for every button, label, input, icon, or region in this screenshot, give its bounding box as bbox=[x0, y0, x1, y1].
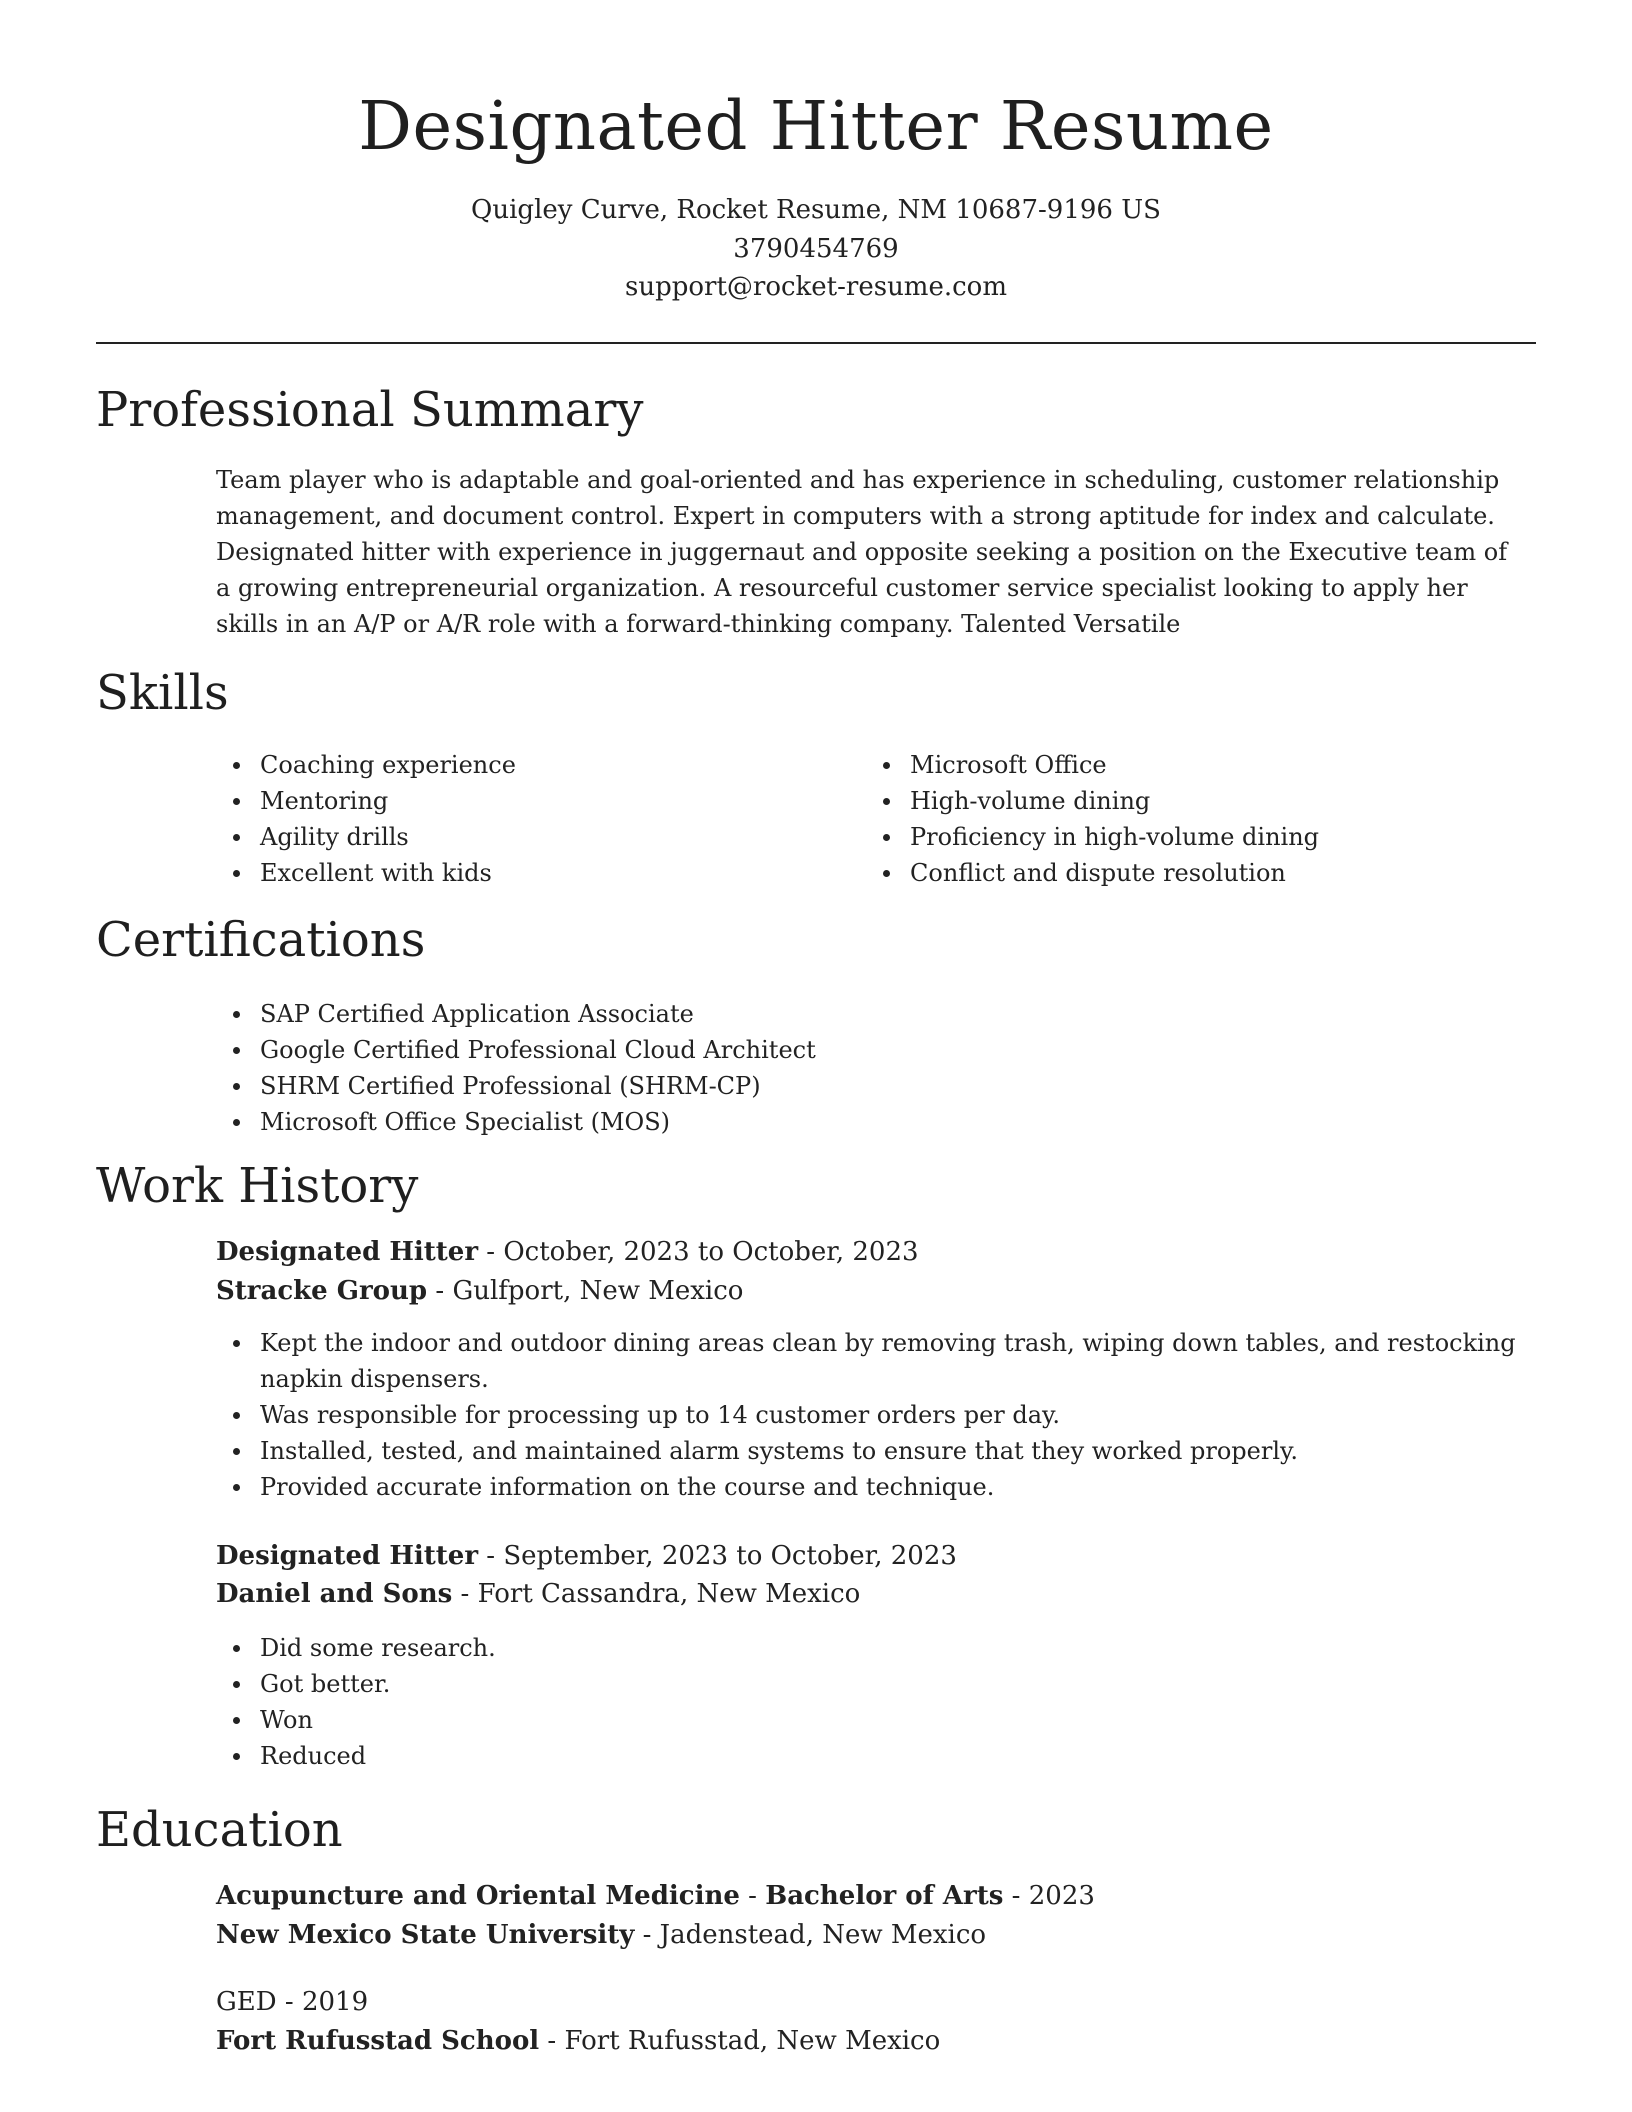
separator: - bbox=[539, 2026, 565, 2056]
skills-list-left bbox=[216, 747, 856, 891]
education-location: Jadenstead, New Mexico bbox=[659, 1920, 987, 1950]
education-degree-line bbox=[216, 1876, 1095, 1916]
education-school: Fort Rufusstad School bbox=[216, 2026, 540, 2056]
skill-item: Mentoring bbox=[216, 783, 856, 819]
skill-item: Coaching experience bbox=[216, 747, 856, 783]
job-duty: Was responsible for processing up to 14 customer orders per day. bbox=[216, 1397, 1516, 1433]
skills-heading: Skills bbox=[96, 665, 229, 721]
summary-text: Team player who is adaptable and goal-oriented and has experience in scheduling, customer relationship management, and document control. Expert in computers with a strong aptitude for index and calculate. Designated hitter with experience in juggernaut and opposite seeking a position on the Executive team of a growing entrepreneurial organization. A resourceful customer service specialist looking to apply her skills in an A/P or A/R role with a forward-thinking company. Talented Versatile bbox=[216, 466, 1508, 638]
job-duty: Got better. bbox=[216, 1666, 1516, 1702]
job-role: Designated Hitter bbox=[216, 1541, 479, 1571]
education-year: 2019 bbox=[301, 1987, 369, 2017]
education-heading: Education bbox=[96, 1802, 343, 1858]
job-duty: Reduced bbox=[216, 1738, 1516, 1774]
separator: - bbox=[478, 1237, 504, 1267]
job-location: Gulfport, New Mexico bbox=[452, 1276, 744, 1306]
separator: - bbox=[478, 1541, 504, 1571]
separator: - bbox=[452, 1579, 478, 1609]
separator: - bbox=[427, 1276, 453, 1306]
education-degree: GED bbox=[216, 1987, 277, 2017]
job-duties-list bbox=[216, 1630, 1516, 1774]
skill-item: Excellent with kids bbox=[216, 855, 856, 891]
certification-item: Microsoft Office Specialist (MOS) bbox=[216, 1104, 1416, 1140]
education-degree-line bbox=[216, 1982, 368, 2022]
skill-item: Proficiency in high-volume dining bbox=[866, 819, 1506, 855]
header-divider bbox=[96, 342, 1536, 344]
education-school-line bbox=[216, 2021, 940, 2061]
resume-title: Designated Hitter Resume bbox=[358, 87, 1274, 165]
education-year: 2023 bbox=[1028, 1881, 1095, 1911]
separator: - bbox=[276, 1987, 302, 2017]
education-school: New Mexico State University bbox=[216, 1920, 635, 1950]
certification-item: SHRM Certified Professional (SHRM-CP) bbox=[216, 1068, 1416, 1104]
contact-address: Quigley Curve, Rocket Resume, NM 10687-9196 US bbox=[471, 195, 1161, 225]
job-duty: Did some research. bbox=[216, 1630, 1516, 1666]
education-school-line bbox=[216, 1915, 986, 1955]
job-company-line bbox=[216, 1271, 743, 1311]
contact-email: support@rocket-resume.com bbox=[624, 272, 1007, 302]
job-duty: Provided accurate information on the course and technique. bbox=[216, 1469, 1516, 1505]
separator: - bbox=[634, 1920, 660, 1950]
certifications-heading: Certifications bbox=[96, 912, 426, 968]
job-duty: Won bbox=[216, 1702, 1516, 1738]
work-history-heading: Work History bbox=[96, 1158, 419, 1214]
certifications-list bbox=[216, 996, 1416, 1140]
job-role: Designated Hitter bbox=[216, 1237, 479, 1267]
job-company-line bbox=[216, 1574, 860, 1614]
skill-item: Microsoft Office bbox=[866, 747, 1506, 783]
job-dates: October, 2023 to October, 2023 bbox=[503, 1237, 919, 1267]
skill-item: Conflict and dispute resolution bbox=[866, 855, 1506, 891]
certification-item: Google Certified Professional Cloud Architect bbox=[216, 1032, 1416, 1068]
job-location: Fort Cassandra, New Mexico bbox=[477, 1579, 861, 1609]
separator: - bbox=[739, 1881, 766, 1911]
job-duties-list bbox=[216, 1325, 1516, 1505]
skills-list-right bbox=[866, 747, 1506, 891]
skill-item: Agility drills bbox=[216, 819, 856, 855]
separator: - bbox=[1003, 1881, 1029, 1911]
job-duty: Kept the indoor and outdoor dining areas clean by removing trash, wiping down tables, and restocking napkin dispensers. bbox=[216, 1325, 1516, 1397]
job-company: Stracke Group bbox=[216, 1276, 428, 1306]
contact-phone: 3790454769 bbox=[733, 234, 899, 264]
skill-item: High-volume dining bbox=[866, 783, 1506, 819]
education-location: Fort Rufusstad, New Mexico bbox=[564, 2026, 941, 2056]
certification-item: SAP Certified Application Associate bbox=[216, 996, 1416, 1032]
job-duty: Installed, tested, and maintained alarm systems to ensure that they worked properly. bbox=[216, 1433, 1516, 1469]
education-degree: Bachelor of Arts bbox=[765, 1881, 1004, 1911]
job-dates: September, 2023 to October, 2023 bbox=[503, 1541, 957, 1571]
job-title-line bbox=[216, 1232, 919, 1272]
job-company: Daniel and Sons bbox=[216, 1579, 453, 1609]
summary-heading: Professional Summary bbox=[96, 382, 644, 438]
job-title-line bbox=[216, 1536, 957, 1576]
education-field: Acupuncture and Oriental Medicine bbox=[216, 1881, 740, 1911]
